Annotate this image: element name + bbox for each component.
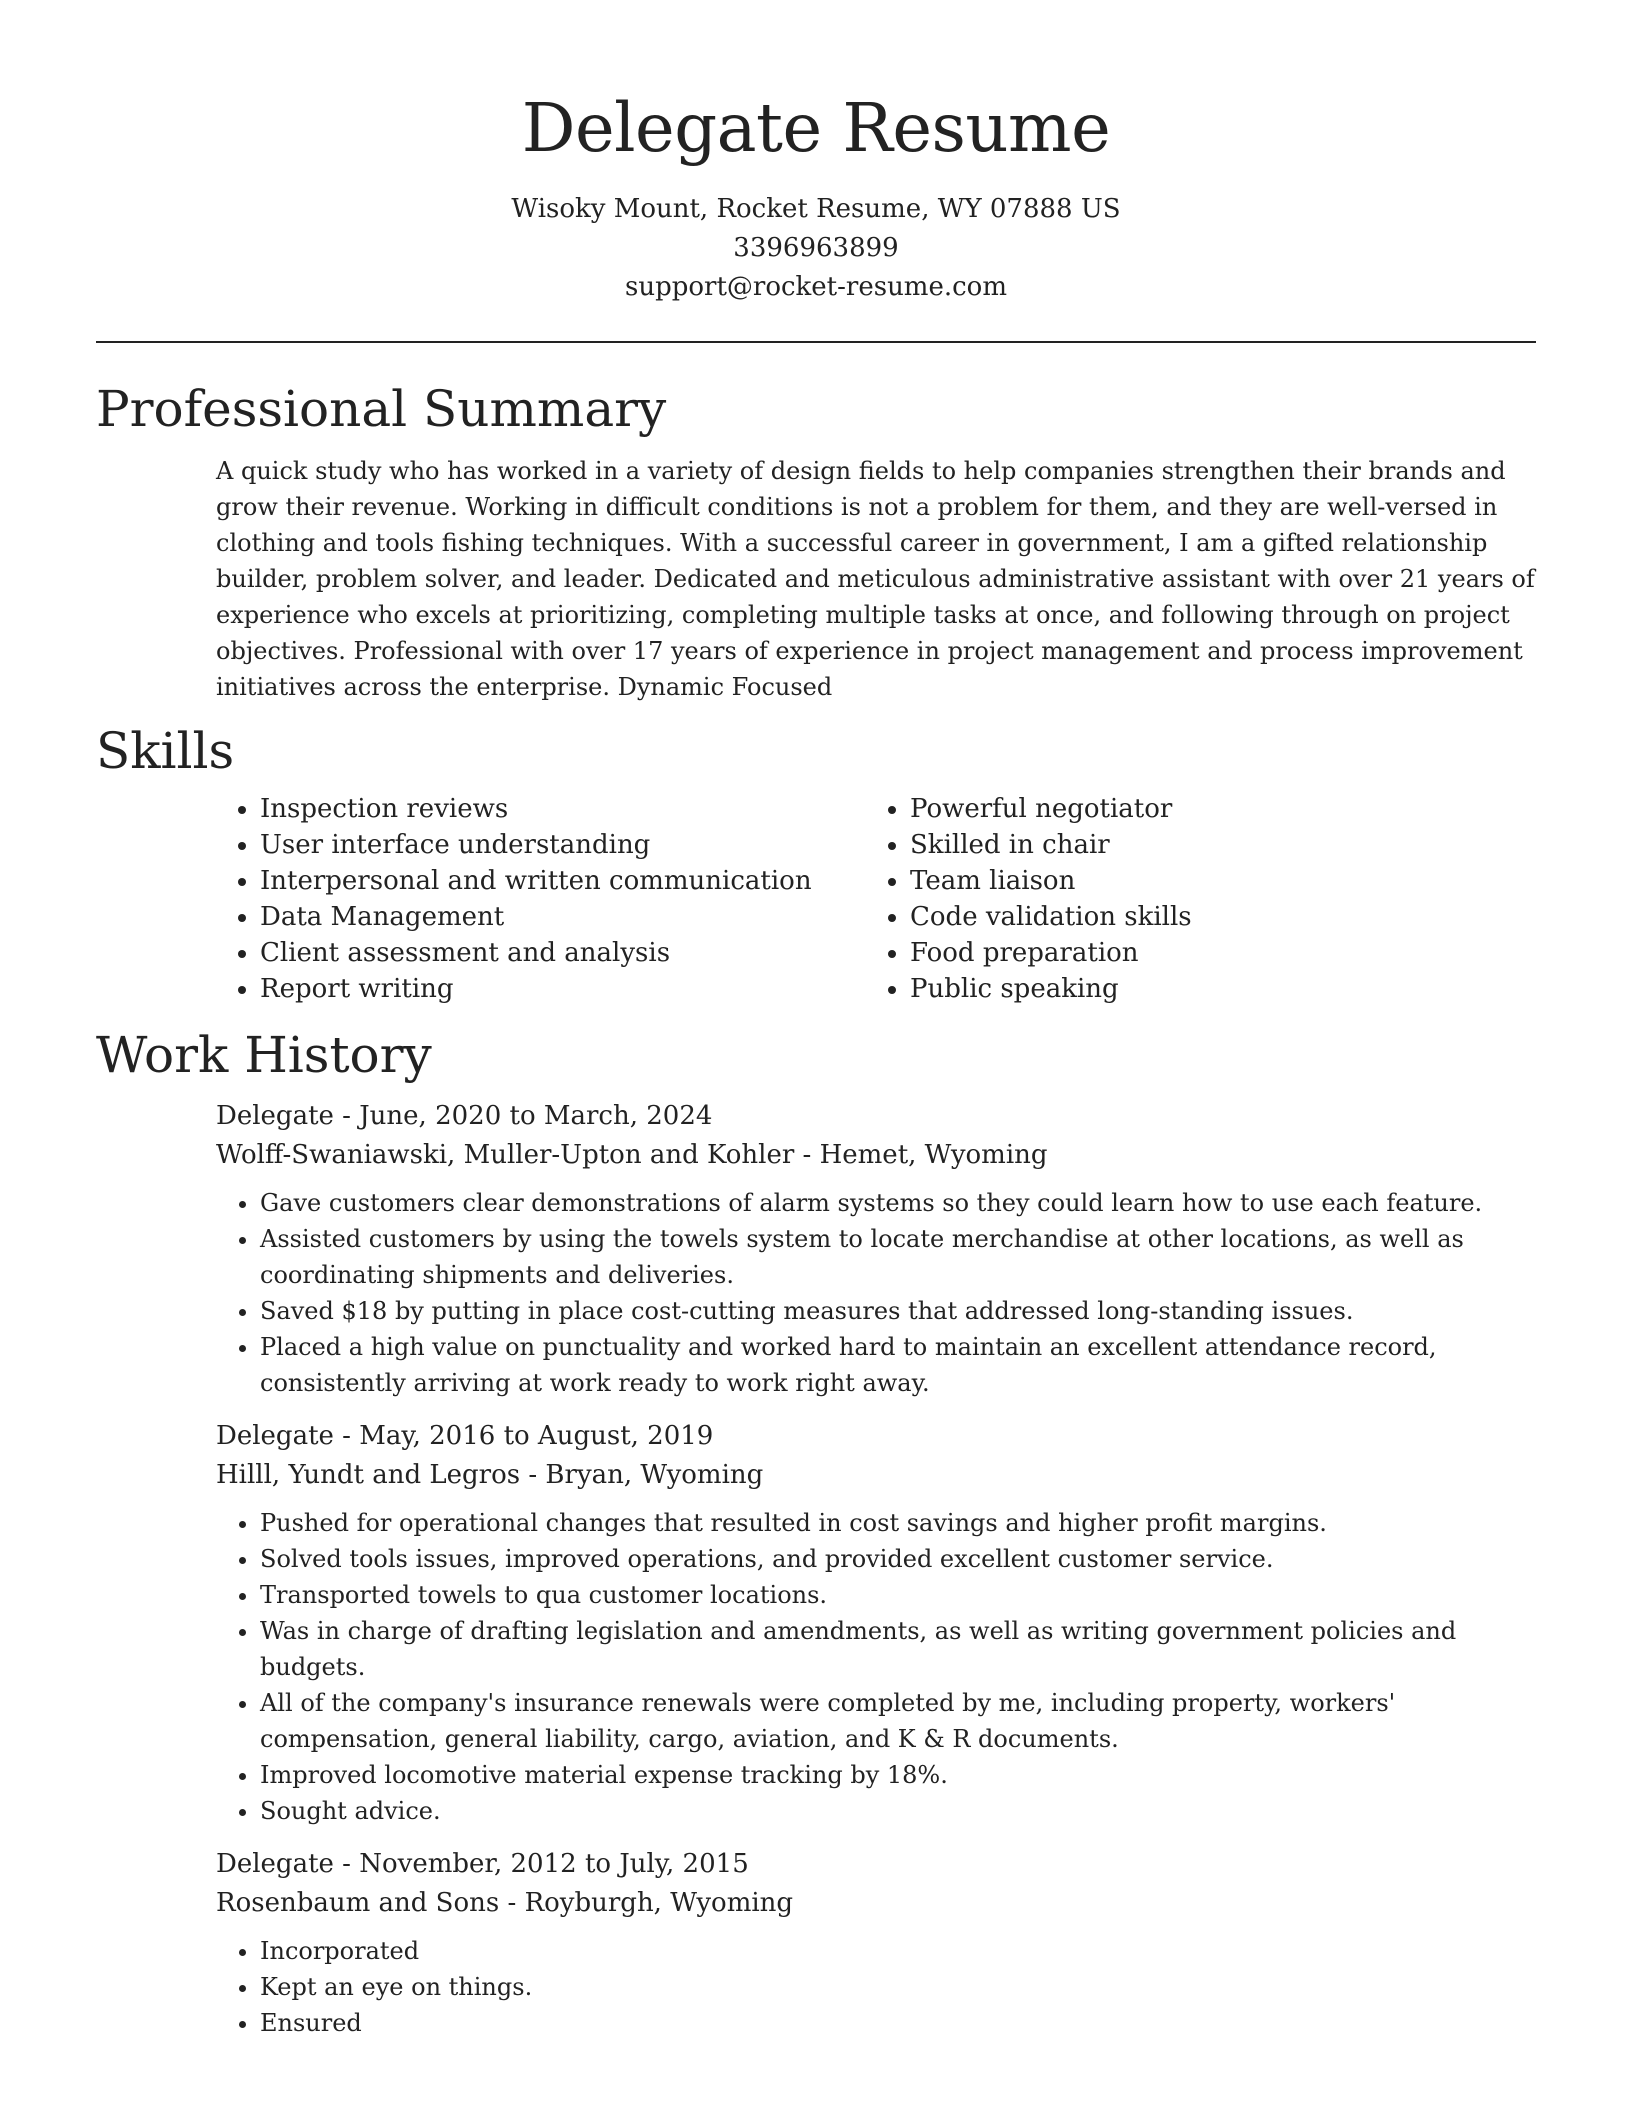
skill-item: • Data Management <box>260 899 866 935</box>
job-company-line: Rosenbaum and Sons - Royburgh, Wyoming <box>216 1888 794 1918</box>
summary-heading: Professional Summary <box>96 380 667 438</box>
summary-text: A quick study who has worked in a variety of design fields to help companies strengthen their brands and grow their revenue. Working in difficult conditions is not a problem for them, and they are well-versed in clothing and tools fishing techniques. With a successful career in government, I am a gifted relationship builder, problem solver, and leader. Dedicated and meticulous administrative assistant with over 21 years of experience who excels at prioritizing, completing multiple tasks at once, and following through on project objectives. Professional with over 17 years of experience in project management and process improvement initiatives across the enterprise. Dynamic Focused <box>216 457 1535 701</box>
skill-item: • Inspection reviews <box>260 791 866 827</box>
job-duty: • Transported towels to qua customer locations. <box>260 1577 1536 1613</box>
skills-list <box>216 791 1536 1007</box>
job-duties <box>216 1933 1536 2041</box>
job-dates: May, 2016 to August, 2019 <box>359 1421 714 1451</box>
job-entry <box>216 1845 1536 2041</box>
resume-page <box>96 0 1536 2041</box>
job-duty: • Was in charge of drafting legislation and amendments, as well as writing government policies and budgets. <box>260 1613 1536 1685</box>
skill-item: • Interpersonal and written communication <box>260 863 866 899</box>
job-location: Hemet, Wyoming <box>819 1140 1048 1170</box>
job-duty: • Placed a high value on punctuality and worked hard to maintain an excellent attendance record, consistently arriving at work ready to work right away. <box>260 1329 1536 1401</box>
skill-item: • Food preparation <box>910 935 1510 971</box>
skill-item: • Code validation skills <box>910 899 1510 935</box>
skill-item: • Client assessment and analysis <box>260 935 866 971</box>
resume-header <box>96 0 1536 307</box>
skill-item: • Skilled in chair <box>910 827 1510 863</box>
skills-column-right <box>866 791 1510 1007</box>
work-history-heading: Work History <box>96 1026 432 1084</box>
job-role: Delegate <box>216 1421 334 1451</box>
job-company-line: Wolff-Swaniawski, Muller-Upton and Kohler - Hemet, Wyoming <box>216 1140 1048 1170</box>
resume-title: Delegate Resume <box>521 89 1111 167</box>
job-role: Delegate <box>216 1101 334 1131</box>
job-duty: • Improved locomotive material expense tracking by 18%. <box>260 1757 1536 1793</box>
contact-block <box>96 190 1536 307</box>
job-duty: • Solved tools issues, improved operations, and provided excellent customer service. <box>260 1541 1536 1577</box>
job-dates: November, 2012 to July, 2015 <box>359 1849 749 1879</box>
job-entry <box>216 1417 1536 1829</box>
job-duty: • Kept an eye on things. <box>260 1969 1536 2005</box>
skill-item: • Public speaking <box>910 971 1510 1007</box>
contact-email: support@rocket-resume.com <box>624 272 1007 302</box>
job-duty: • Pushed for operational changes that resulted in cost savings and higher profit margins. <box>260 1505 1536 1541</box>
job-duties <box>216 1185 1536 1401</box>
job-duty: • All of the company's insurance renewals were completed by me, including property, workers' compensation, general liability, cargo, aviation, and K & R documents. <box>260 1685 1536 1757</box>
job-entry <box>216 1097 1536 1401</box>
skill-item: • User interface understanding <box>260 827 866 863</box>
header-divider <box>96 341 1536 343</box>
job-title-line: Delegate - November, 2012 to July, 2015 <box>216 1849 749 1879</box>
job-location: Royburgh, Wyoming <box>524 1888 794 1918</box>
skill-item: • Team liaison <box>910 863 1510 899</box>
skills-column-left <box>216 791 866 1007</box>
job-dates: June, 2020 to March, 2024 <box>359 1101 713 1131</box>
job-duty: • Gave customers clear demonstrations of alarm systems so they could learn how to use each feature. <box>260 1185 1536 1221</box>
job-title-line: Delegate - May, 2016 to August, 2019 <box>216 1421 714 1451</box>
job-duty: • Assisted customers by using the towels system to locate merchandise at other locations, as well as coordinating shipments and deliveries. <box>260 1221 1536 1293</box>
skill-item: • Report writing <box>260 971 866 1007</box>
job-company: Wolff-Swaniawski, Muller-Upton and Kohler <box>216 1140 795 1170</box>
job-duty: • Sought advice. <box>260 1793 1536 1829</box>
job-duty: • Ensured <box>260 2005 1536 2041</box>
skill-item: • Powerful negotiator <box>910 791 1510 827</box>
job-role: Delegate <box>216 1849 334 1879</box>
job-duty: • Incorporated <box>260 1933 1536 1969</box>
skills-heading: Skills <box>96 722 235 780</box>
job-company: Hilll, Yundt and Legros <box>216 1460 521 1490</box>
job-duties <box>216 1505 1536 1829</box>
job-company: Rosenbaum and Sons <box>216 1888 500 1918</box>
contact-phone: 3396963899 <box>733 233 899 263</box>
job-duty: • Saved $18 by putting in place cost-cutting measures that addressed long-standing issues. <box>260 1293 1536 1329</box>
contact-address: Wisoky Mount, Rocket Resume, WY 07888 US <box>511 194 1121 224</box>
job-company-line: Hilll, Yundt and Legros - Bryan, Wyoming <box>216 1460 764 1490</box>
job-title-line: Delegate - June, 2020 to March, 2024 <box>216 1101 713 1131</box>
job-location: Bryan, Wyoming <box>545 1460 764 1490</box>
